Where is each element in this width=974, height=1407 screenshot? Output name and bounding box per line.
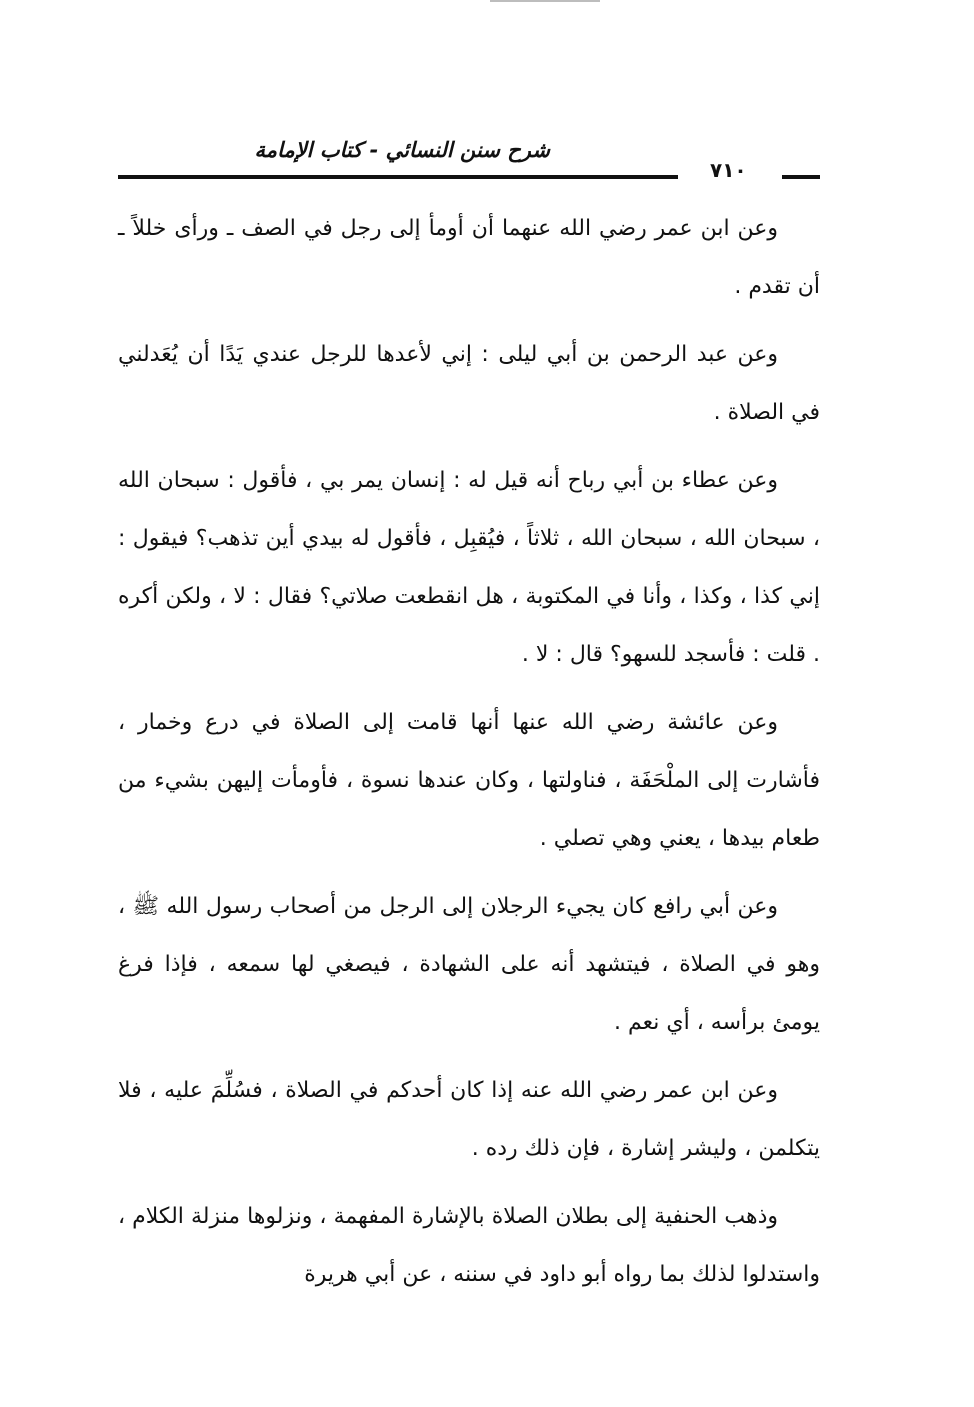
header-dash xyxy=(782,175,820,179)
page-header xyxy=(118,120,820,190)
paragraph: وعن ابن عمر رضي الله عنهما أن أومأ إلى رجل في الصف ـ ورأى خللاً ـ أن تقدم . xyxy=(118,216,820,299)
paragraph: وذهب الحنفية إلى بطلان الصلاة بالإشارة المفهمة ، ونزلوها منزلة الكلام ، واستدلوا لذلك بما رواه أبو داود في سننه ، عن أبي هريرة xyxy=(118,1204,820,1287)
paragraph: وعن أبي رافع كان يجيء الرجلان إلى الرجل من أصحاب رسول الله ﷺ ، وهو في الصلاة ، فيتشهد أنه على الشهادة ، فيصغي لها سمعه ، فإذا فرغ يومئ برأسه ، أي نعم . xyxy=(118,894,820,1035)
top-scan-mark xyxy=(490,0,600,2)
page-number: ٧١٠ xyxy=(710,158,747,182)
header-rule xyxy=(118,175,678,179)
paragraph: وعن عبد الرحمن بن أبي ليلى : إني لأعدها للرجل عندي يَدًا أن يُعَدلني في الصلاة . xyxy=(118,342,820,425)
paragraph: وعن ابن عمر رضي الله عنه إذا كان أحدكم في الصلاة ، فسُلِّمَ عليه ، فلا يتكلمن ، وليشر إشارة ، فإن ذلك رده . xyxy=(118,1078,820,1161)
body-text xyxy=(118,200,820,1314)
paragraph: وعن عطاء بن أبي رباح أنه قيل له : إنسان يمر بي ، فأقول : سبحان الله ، سبحان الله ، سبحان الله ، ثلاثاً ، فيُقبِل ، فأقول له بيدي أين تذهب؟ فيقول : إني كذا ، وكذا ، وأنا في المكتوبة ، هل انقطعت صلاتي؟ فقال : لا ، ولكن أكره . قلت : فأسجد للسهو؟ قال : لا . xyxy=(118,468,820,667)
paragraph: وعن عائشة رضي الله عنها أنها قامت إلى الصلاة في درع وخمار ، فأشارت إلى الملْحَفَة ، فناولتها ، وكان عندها نسوة ، فأومأت إليهن بشيء من طعام بيدها ، يعني وهي تصلي . xyxy=(118,710,820,851)
running-title: شرح سنن النسائي - كتاب الإمامة xyxy=(254,138,550,162)
